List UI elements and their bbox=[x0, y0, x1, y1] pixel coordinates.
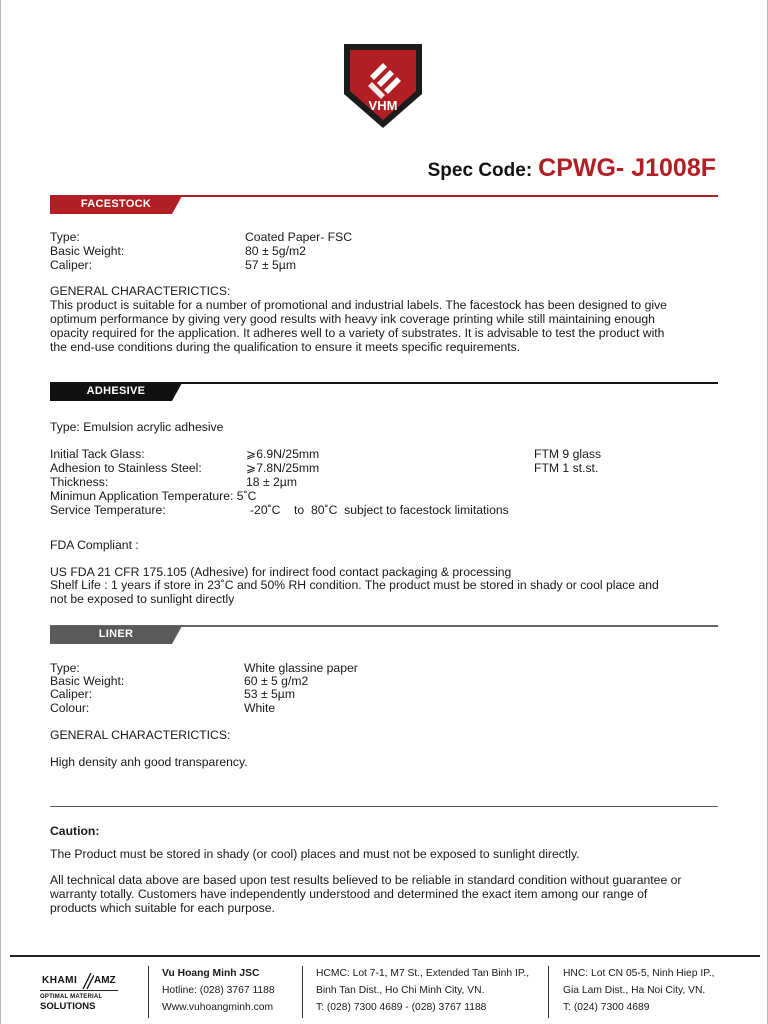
liner-label: Colour: bbox=[50, 701, 90, 715]
footer-company: Vu Hoang Minh JSC bbox=[162, 968, 260, 979]
liner-label: Type: bbox=[50, 661, 80, 675]
facestock-gen-line: optimum performance by giving very good results with heavy ink coverage printing while still maintaining enough bbox=[50, 312, 655, 326]
liner-gen-text: High density anh good transparency. bbox=[50, 755, 248, 769]
spec-code bbox=[428, 154, 716, 183]
liner-value: White bbox=[244, 701, 276, 715]
adhesive-type: Type: Emulsion acrylic adhesive bbox=[50, 420, 224, 434]
liner-title: LINER bbox=[98, 628, 134, 640]
facestock-label: Caliper: bbox=[50, 258, 92, 272]
spec-label: Spec Code: bbox=[427, 160, 533, 181]
logo-amz: AMZ bbox=[94, 975, 116, 986]
liner-value: White glassine paper bbox=[244, 661, 358, 675]
disclaimer-line: products which suitable for each purpose. bbox=[50, 901, 275, 915]
slash-icon bbox=[80, 972, 94, 990]
page-border-left bbox=[0, 0, 1, 1024]
fda-title: FDA Compliant : bbox=[50, 538, 139, 552]
facestock-label: Basic Weight: bbox=[50, 244, 125, 258]
service-temp-label: Service Temperature: bbox=[50, 503, 166, 517]
liner-value: 53 ± 5µm bbox=[244, 687, 295, 701]
logo-top-row bbox=[40, 972, 118, 991]
caution-divider bbox=[50, 806, 718, 807]
footer-hcmc-address: HCMC: Lot 7-1, M7 St., Extended Tan Binh IP., bbox=[316, 968, 530, 979]
facestock-gen-line: This product is suitable for a number of promotional and industrial labels. The facestock has been designed to give bbox=[50, 298, 667, 312]
facestock-value: 80 ± 5g/m2 bbox=[245, 244, 306, 258]
liner-label: Caliper: bbox=[50, 687, 92, 701]
facestock-gen-line: opacity required for the application. It adheres well to a variety of substrates. It is advisable to test the product with bbox=[50, 326, 665, 340]
facestock-gen-title: GENERAL CHARACTERICTICS: bbox=[50, 284, 231, 298]
facestock-title: FACESTOCK bbox=[80, 198, 152, 210]
adhesive-value: 18 ± 2µm bbox=[246, 475, 297, 489]
liner-value: 60 ± 5 g/m2 bbox=[244, 674, 309, 688]
adhesive-value: ⩾6.9N/25mm bbox=[246, 447, 320, 461]
footer-hnc-address: Gia Lam Dist., Ha Noi City, VN. bbox=[563, 985, 706, 996]
footer-hnc-phone: T: (024) 7300 4689 bbox=[563, 1002, 650, 1013]
caution-text: The Product must be stored in shady (or cool) places and must not be exposed to sunlight directly. bbox=[50, 847, 580, 861]
caution-title: Caution: bbox=[50, 824, 100, 838]
shelf-life: Shelf Life : 1 years if store in 23˚C and 50% RH condition. The product must be stored in shady or cool place and bbox=[50, 578, 659, 592]
adhesive-label: Thickness: bbox=[50, 475, 109, 489]
footer-hnc-address: HNC: Lot CN 05-5, Ninh Hiep IP., bbox=[563, 968, 715, 979]
liner-gen-title: GENERAL CHARACTERICTICS: bbox=[50, 728, 231, 742]
footer-hcmc-phone: T: (028) 7300 4689 - (028) 3767 1188 bbox=[316, 1002, 487, 1013]
footer-separator bbox=[302, 966, 303, 1018]
min-temp: Minimun Application Temperature: 5˚C bbox=[50, 489, 257, 503]
footer-hcmc-address: Binh Tan Dist., Ho Chi Minh City, VN. bbox=[316, 985, 485, 996]
disclaimer-line: All technical data above are based upon test results believed to be reliable in standard condition without guarantee or bbox=[50, 873, 682, 887]
facestock-value: Coated Paper- FSC bbox=[245, 230, 353, 244]
facestock-gen-line: the end-use conditions during the qualification to ensure it meets specific requirements. bbox=[50, 340, 521, 354]
fda-line: US FDA 21 CFR 175.105 (Adhesive) for indirect food contact packaging & processing bbox=[50, 565, 512, 579]
footer-separator bbox=[548, 966, 549, 1018]
facestock-label: Type: bbox=[50, 230, 80, 244]
footer-separator bbox=[148, 966, 149, 1018]
logo-line1: OPTIMAL MATERIAL bbox=[40, 994, 103, 1000]
adhesive-value: ⩾7.8N/25mm bbox=[246, 461, 320, 475]
adhesive-test-method: FTM 1 st.st. bbox=[534, 461, 599, 475]
adhesive-title: ADHESIVE bbox=[86, 385, 146, 397]
disclaimer-line: warranty totally. Customers have independently understood and determined the exact item among our range of bbox=[50, 887, 648, 901]
shelf-life: not be exposed to sunlight directly bbox=[50, 592, 235, 606]
logo-line2: SOLUTIONS bbox=[40, 1001, 96, 1012]
adhesive-test-method: FTM 9 glass bbox=[534, 447, 602, 461]
service-temp-value: -20˚C to 80˚C subject to facestock limitations bbox=[250, 503, 509, 517]
footer-brand-logo bbox=[40, 972, 118, 1014]
facestock-value: 57 ± 5µm bbox=[245, 258, 296, 272]
liner-label: Basic Weight: bbox=[50, 674, 125, 688]
logo-khami: KHAMI bbox=[42, 975, 78, 986]
footer-line bbox=[10, 955, 760, 957]
adhesive-label: Adhesion to Stainless Steel: bbox=[50, 461, 202, 475]
spec-value: CPWG- J1008F bbox=[538, 154, 716, 182]
logo-text: VHM bbox=[368, 98, 398, 113]
footer-website[interactable]: Www.vuhoangminh.com bbox=[162, 1002, 274, 1013]
footer-hotline: Hotline: (028) 3767 1188 bbox=[162, 985, 275, 996]
vhm-logo bbox=[340, 40, 426, 132]
adhesive-label: Initial Tack Glass: bbox=[50, 447, 145, 461]
